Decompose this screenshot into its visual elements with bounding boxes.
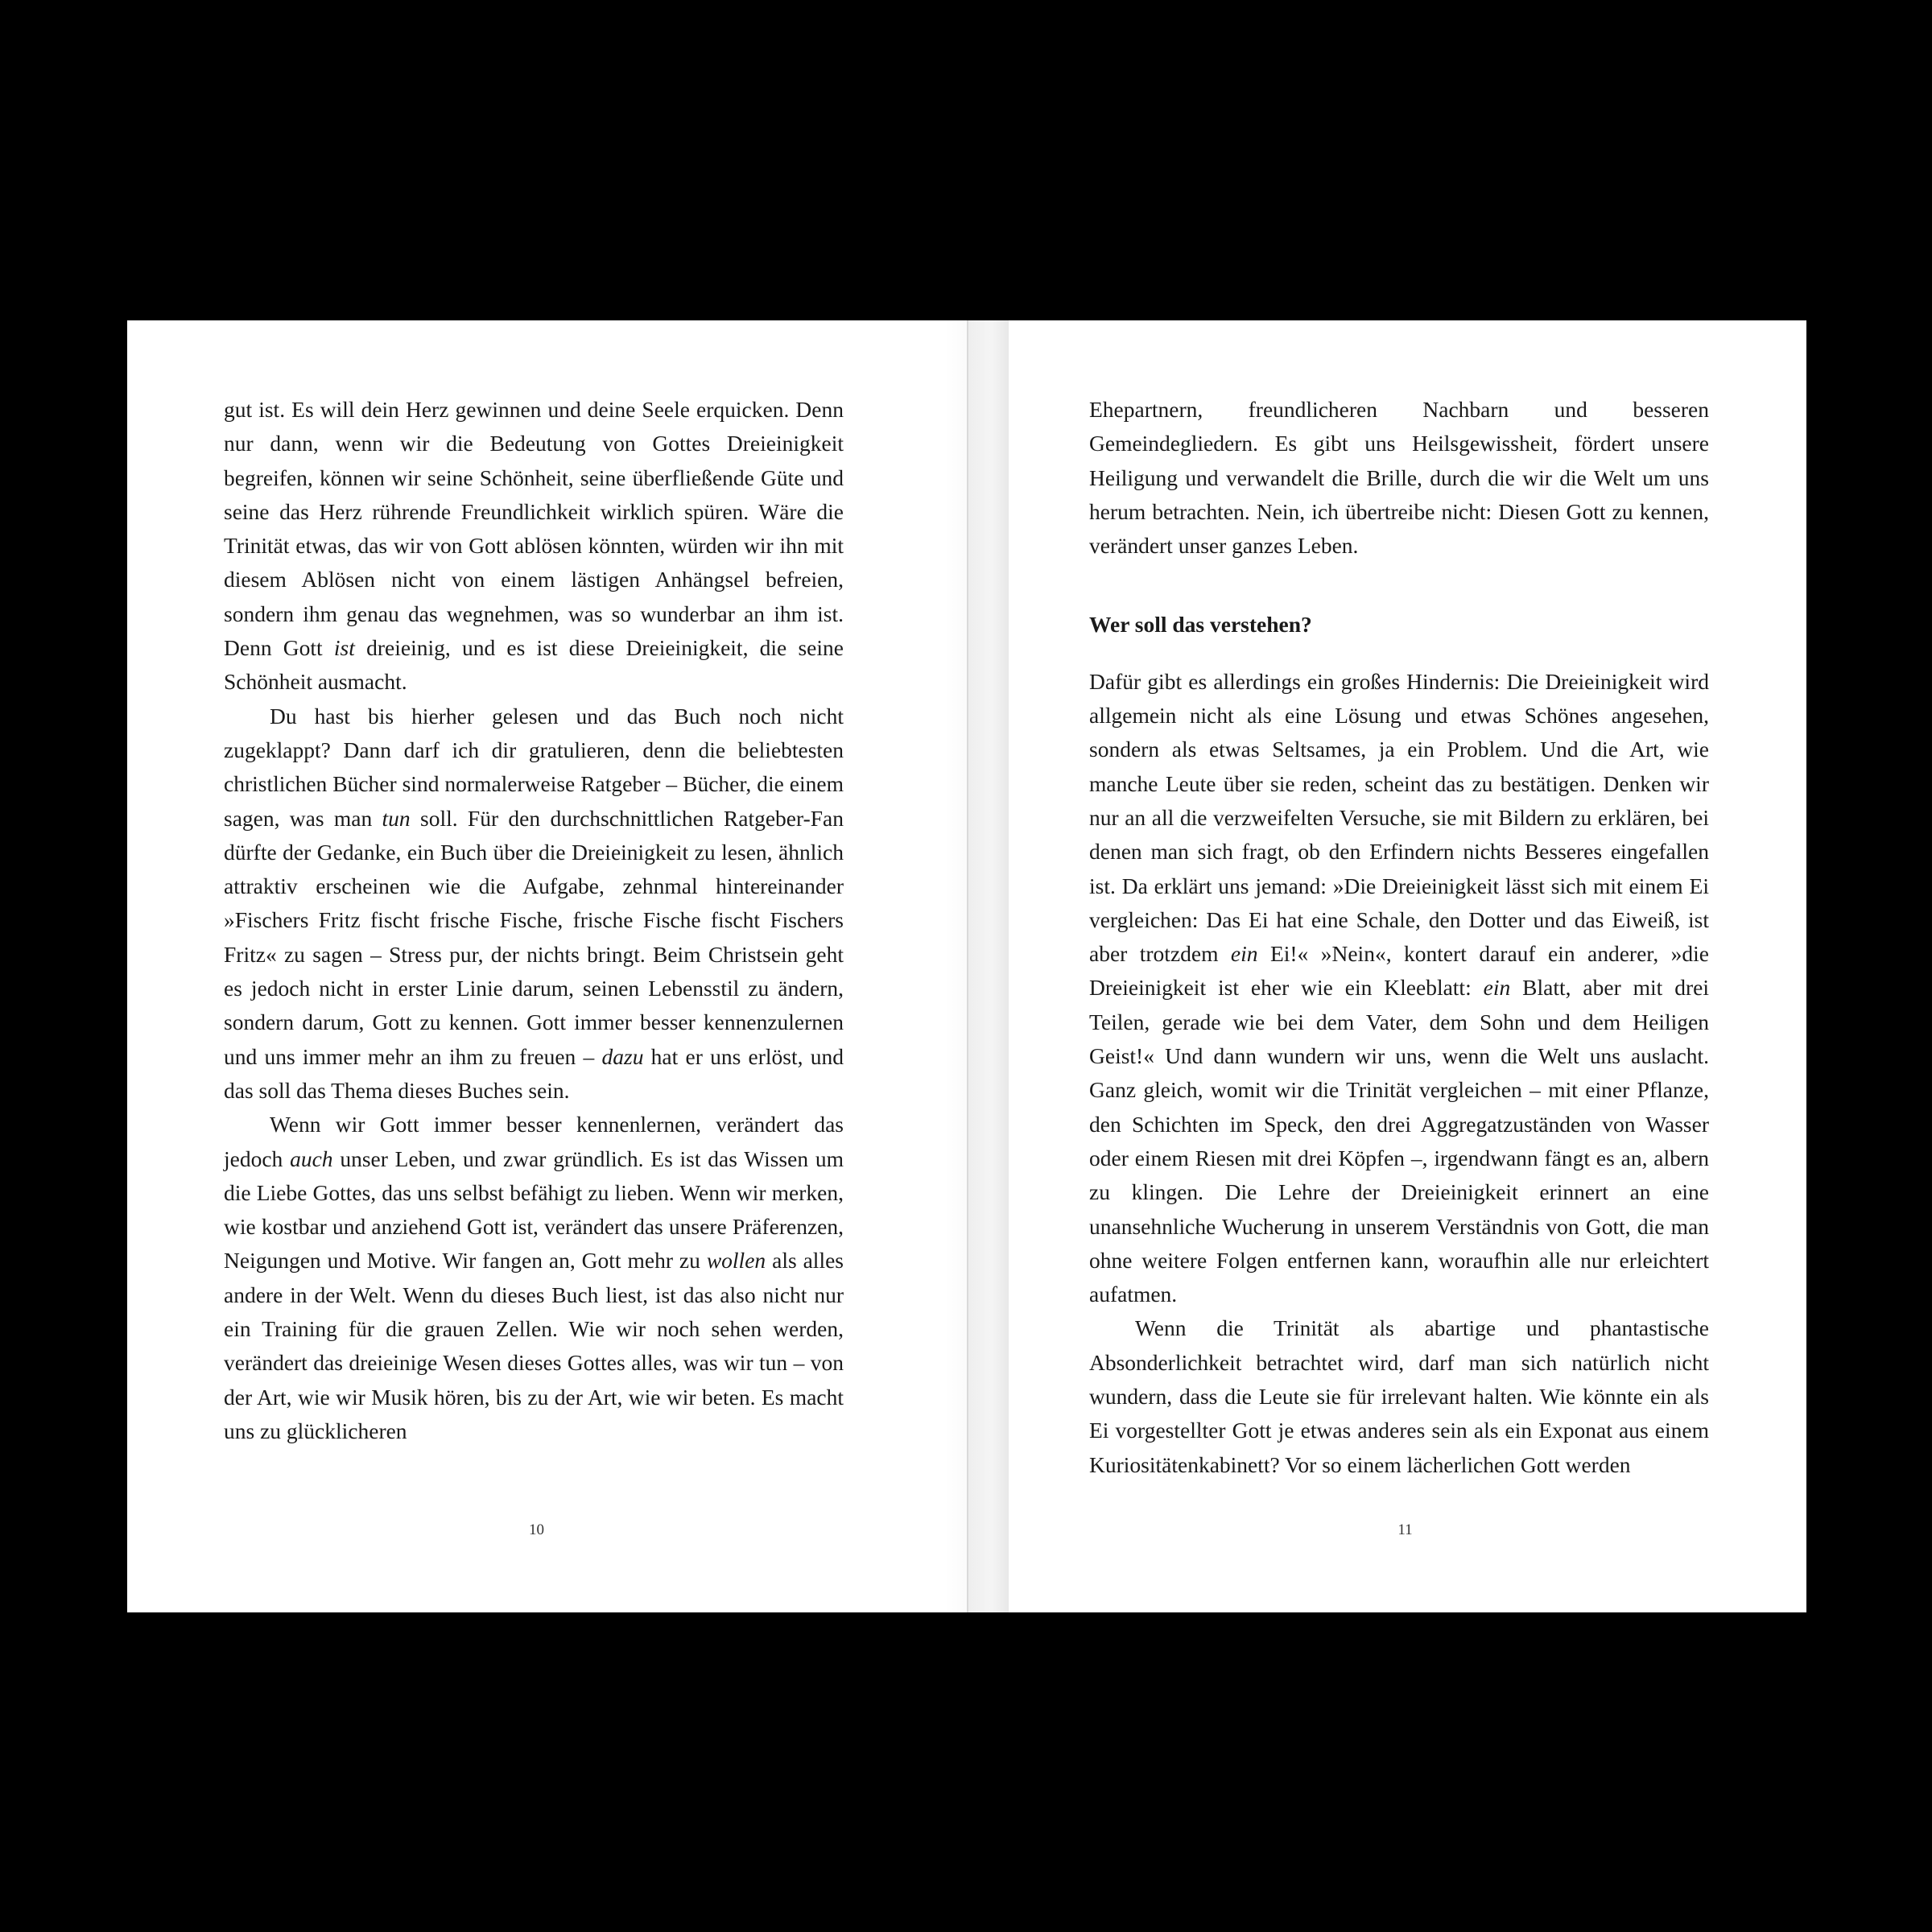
emphasis-text: dazu xyxy=(601,1043,644,1069)
emphasis-text: tun xyxy=(382,805,411,831)
paragraph xyxy=(1089,1311,1709,1481)
section-heading: Wer soll das verstehen? xyxy=(1089,612,1312,638)
page-number: 11 xyxy=(1397,1521,1413,1538)
text-run: Du hast bis hierher gelesen und das Buch noch nicht zugeklappt? Dann darf ich dir gratulieren, denn die beliebtesten christlichen Bücher sind normalerweise Ratgeber – Bücher, die einem sagen, was man xyxy=(224,703,844,831)
text-run: Wenn die Trinität als abartige und phantastische Absonderlichkeit betrachtet wird, darf man sich natürlich nicht wundern, dass die Leute sie für irrelevant halten. Wie könnte ein als Ei vorgestellter Gott je etwas anderes sein als ein Exponat aus einem Kuriositätenkabinett? Vor so einem lächerlichen Gott werden xyxy=(1089,1315,1709,1477)
left-text-block xyxy=(224,393,844,1448)
text-run: hat er uns erlöst, und das soll das Thema dieses Buches sein. xyxy=(224,1043,844,1103)
text-run: Dafür gibt es allerdings ein großes Hindernis: Die Dreieinigkeit wird allgemein nicht als eine Lösung und etwas Schönes angesehen, sondern als etwas Seltsames, ja ein Problem. Und die Art, wie manche Leute über sie reden, scheint das zu bestätigen. Denken wir nur an all die verzweifelten Versuche, sie mit Bildern zu erklären, bei denen man sich fragt, ob den Erfindern nichts Besseres eingefallen ist. Da erklärt uns jemand: »Die Dreieinigkeit lässt sich mit einem Ei vergleichen: Das Ei hat eine Schale, den Dotter und das Eiweiß, ist aber trotzdem xyxy=(1089,668,1709,967)
paragraph xyxy=(1089,665,1709,1312)
paragraph xyxy=(224,393,844,700)
text-run: Wenn wir Gott immer besser kennenlernen, verändert das jedoch xyxy=(224,1112,844,1171)
text-run: soll. Für den durchschnittlichen Ratgeber-Fan dürfte der Gedanke, ein Buch über die Dreieinigkeit zu lesen, ähnlich attraktiv erscheinen wie die Aufgabe, zehnmal hintereinander »Fischers Fritz fischt frische Fische, frische Fische fischt Fischers Fritz« zu sagen – Stress pur, der nichts bringt. Beim Christsein geht es jedoch nicht in erster Linie darum, seinen Lebensstil zu ändern, sondern darum, Gott zu kennen. Gott immer besser kennenzulernen und uns immer mehr an ihm zu freuen – xyxy=(224,805,844,1069)
emphasis-text: auch xyxy=(290,1146,333,1171)
page-number: 10 xyxy=(529,1521,544,1538)
right-text-block xyxy=(1089,393,1709,1482)
emphasis-text: wollen xyxy=(706,1248,766,1274)
text-run: als alles andere in der Welt. Wenn du dieses Buch liest, ist das also nicht nur ein Training für die grauen Zellen. Wie wir noch sehen werden, verändert das dreieinige Wesen dieses Gottes alles, was wir tun – von der Art, wie wir Musik hören, bis zu der Art, wie wir beten. Es macht uns zu glücklicheren xyxy=(224,1248,844,1443)
text-run: Blatt, aber mit drei Teilen, gerade wie bei dem Vater, dem Sohn und dem Heiligen Geist!« Und dann wundern wir uns, wenn die Welt uns auslacht. Ganz gleich, womit wir die Trinität vergleichen – mit einer Pflanze, den Schichten im Speck, den drei Aggregatzuständen von Wasser oder einem Riesen mit drei Köpfen –, irgendwann fängt es an, albern zu klingen. Die Lehre der Dreieinigkeit erinnert an eine unansehnliche Wucherung in unserem Verständnis von Gott, die man ohne weitere Folgen entfernen kann, woraufhin alle nur erleichtert aufatmen. xyxy=(1089,975,1709,1307)
text-run: unser Leben, und zwar gründlich. Es ist das Wissen um die Liebe Gottes, das uns selbst befähigt zu lieben. Wenn wir merken, wie kostbar und anziehend Gott ist, verändert das unsere Präferenzen, Neigungen und Motive. Wir fangen an, Gott mehr zu xyxy=(224,1146,844,1274)
text-run: gut ist. Es will dein Herz gewinnen und deine Seele erquicken. Denn nur dann, wenn wir die Bedeutung von Gottes Dreieinigkeit begreifen, können wir seine Schönheit, seine überfließende Güte und seine das Herz rührende Freundlichkeit wirklich spüren. Wäre die Trinität etwas, das wir von Gott ablösen könnten, würden wir ihn mit diesem Ablösen nicht von einem lästigen Anhängsel befreien, sondern ihm genau das wegnehmen, was so wunderbar an ihm ist. Denn Gott xyxy=(224,397,844,661)
left-page xyxy=(127,320,967,1612)
text-run: dreieinig, und es ist diese Dreieinigkeit, die seine Schönheit ausmacht. xyxy=(224,635,844,695)
paragraph xyxy=(224,700,844,1108)
text-run: Ehepartnern, freundlicheren Nachbarn und besseren Gemeindegliedern. Es gibt uns Heilsgewissheit, fördert unsere Heiligung und verwandelt die Brille, durch die wir die Welt um uns herum betrachten. Nein, ich übertreibe nicht: Diesen Gott zu kennen, verändert unser ganzes Leben. xyxy=(1089,397,1709,559)
emphasis-text: ein xyxy=(1230,941,1258,967)
book-spread xyxy=(127,320,1806,1612)
paragraph xyxy=(224,1108,844,1448)
paragraph xyxy=(1089,393,1709,563)
emphasis-text: ist xyxy=(333,635,355,661)
right-page xyxy=(968,320,1806,1612)
text-run: Ei!« »Nein«, kontert darauf ein anderer, »die Dreieinigkeit ist eher wie ein Kleeblatt: xyxy=(1089,941,1709,1001)
emphasis-text: ein xyxy=(1483,975,1511,1001)
